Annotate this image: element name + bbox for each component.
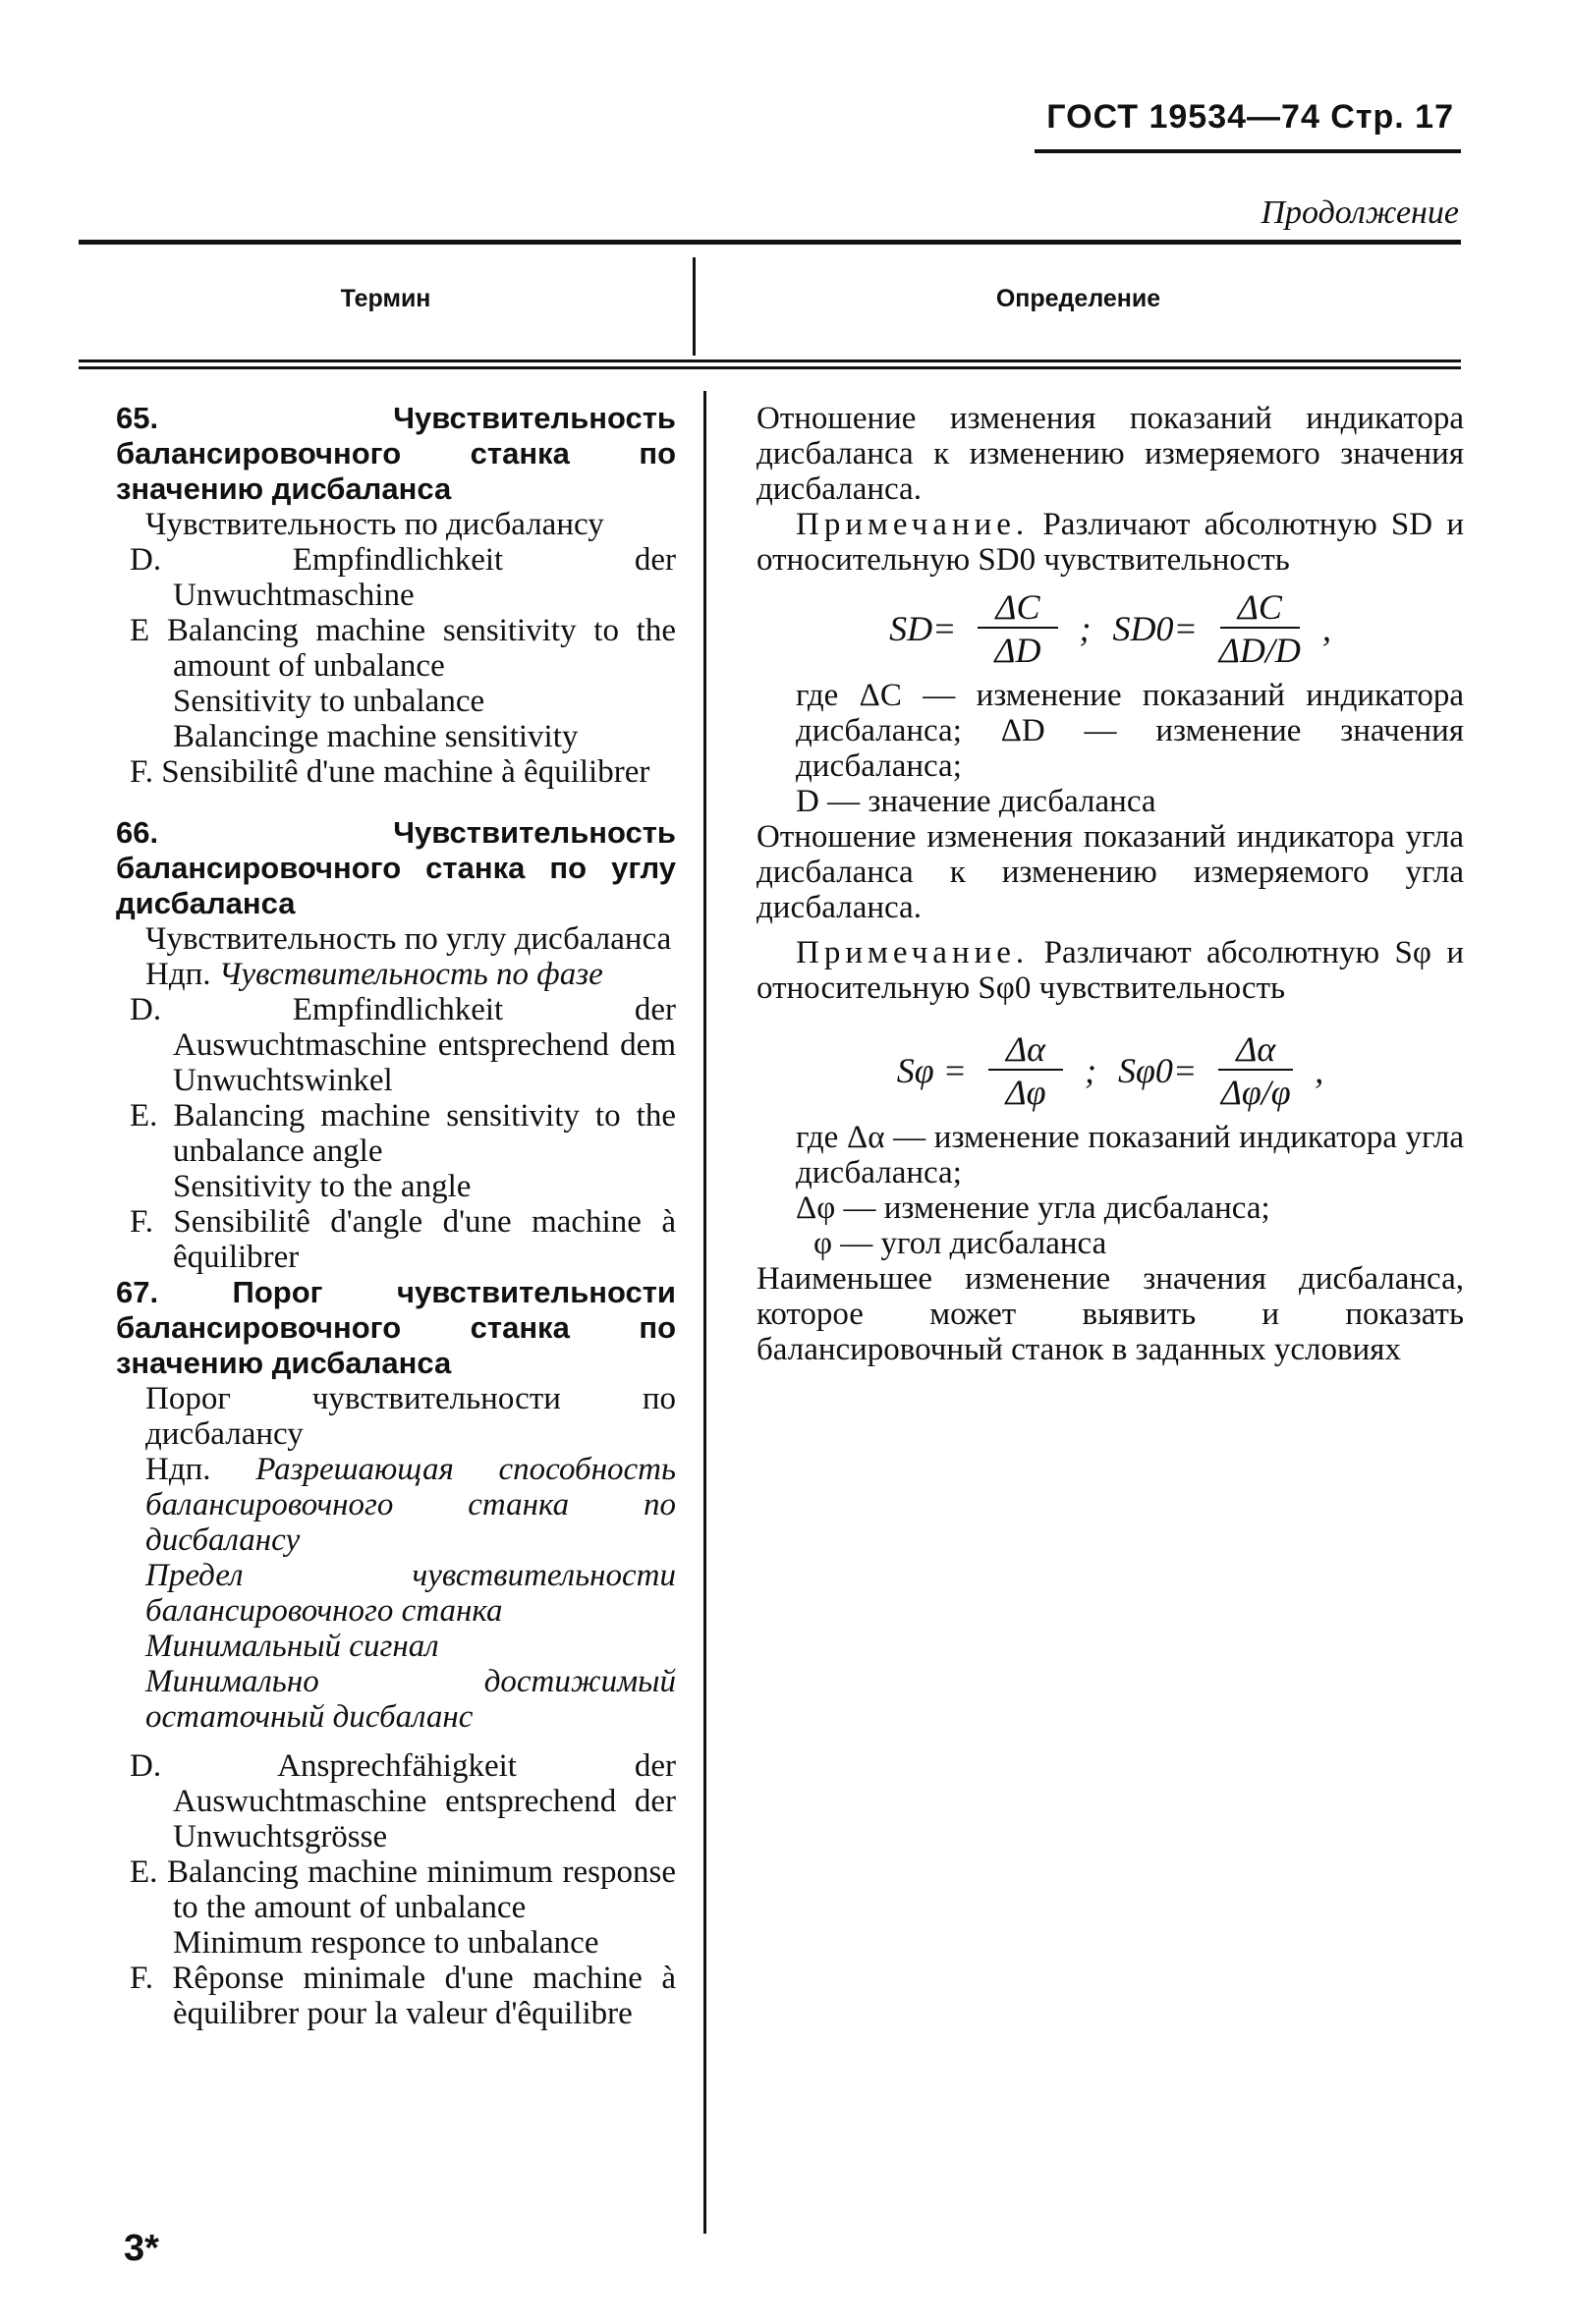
formula-65-b-denominator: ΔD/D [1218, 631, 1301, 670]
where-66-3: φ — угол дисбаланса [813, 1226, 1107, 1261]
ndp-label: Ндп. [145, 957, 211, 992]
where-65: где ΔC — изменение показаний индикатора дисбаланса; ΔD — изменение значения дисбаланса; [796, 678, 1464, 784]
formula-66-a-denominator: Δφ [1005, 1073, 1046, 1112]
formula-66-separator: ; [1085, 1051, 1096, 1090]
term-66-german: D. Empfindlichkeit der Auswuchtmaschine entsprechend dem Unwuchtswinkel [130, 992, 676, 1098]
definition-67: Наименьшее изменение значения дисбаланса, которое может выявить и показать балансировочный станок в заданных условиях [756, 1261, 1464, 1367]
note-label: Примечание. [796, 507, 1030, 542]
term-65-english-2: Sensitivity to unbalance [173, 684, 485, 719]
term-66-synonym: Чувствительность по углу дисбаланса [145, 921, 672, 957]
header-rule [1035, 149, 1461, 153]
formula-66-b-lhs: Sφ0= [1118, 1051, 1198, 1090]
term-67-deprecated-1: Разрешающая способность балансировочного станка по дисбалансу [145, 1452, 676, 1558]
formula-65-end: , [1321, 609, 1331, 648]
formula-66-end: , [1315, 1051, 1324, 1090]
term-65-synonym: Чувствительность по дисбалансу [145, 507, 604, 542]
header-double-rule [79, 360, 1461, 362]
formula-65-a-fraction [978, 587, 1057, 670]
term-67-english-2: Minimum responce to unbalance [173, 1925, 599, 1961]
term-66-deprecated [116, 957, 676, 992]
column-header-term: Термин [340, 285, 431, 312]
formula-66-a-lhs: Sφ = [896, 1051, 967, 1090]
ndp-label: Ндп. [145, 1452, 211, 1487]
term-67-title: 67. Порог чувствительности балансировочного станка по значению дисбаланса [116, 1275, 676, 1380]
term-67-english: E. Balancing machine minimum response to the amount of unbalance [130, 1854, 676, 1925]
term-66-title: 66. Чувствительность балансировочного станка по углу дисбаланса [116, 815, 676, 920]
note-66 [756, 935, 1464, 1006]
where-65-2: D — значение дисбаланса [796, 784, 1156, 819]
page-header: ГОСТ 19534—74 Стр. 17 [1046, 98, 1454, 136]
formula-65-a-numerator: ΔC [978, 587, 1057, 629]
formula-65-a-denominator: ΔD [994, 631, 1041, 670]
formula-65 [756, 587, 1464, 670]
term-67-deprecated-4: Минимально достижимый остаточный дисбаланс [145, 1664, 676, 1735]
term-65-german: D. Empfindlichkeit der Unwuchtmaschine [130, 542, 676, 613]
page-footer-mark: 3* [124, 2228, 159, 2269]
where-66-2: Δφ — изменение угла дисбаланса; [796, 1190, 1270, 1226]
term-66-english-2: Sensitivity to the angle [173, 1169, 472, 1204]
formula-66-b-fraction [1218, 1029, 1293, 1112]
term-67-german: D. Ansprechfähigkeit der Auswuchtmaschine entsprechend der Unwuchtsgrösse [130, 1748, 676, 1854]
note-65-text: Различают абсолютную SD и относительную SD0 чувствительность [756, 507, 1464, 578]
column-header-definition: Определение [995, 285, 1161, 312]
term-65-english-3: Balancinge machine sensitivity [173, 719, 579, 754]
formula-65-separator: ; [1079, 609, 1092, 648]
note-label: Примечание. [796, 935, 1030, 970]
formula-66-a-fraction [988, 1029, 1063, 1112]
formula-65-b-numerator: ΔC [1220, 587, 1300, 629]
definition-65: Отношение изменения показаний индикатора дисбаланса к изменению измеряемого значения дисбаланса. [756, 401, 1464, 507]
term-67-deprecated-2: Предел чувствительности балансировочного станка [145, 1558, 676, 1629]
definition-66: Отношение изменения показаний индикатора угла дисбаланса к изменению измеряемого угла дисбаланса. [756, 819, 1464, 925]
term-67-deprecated-3: Минимальный сигнал [145, 1629, 439, 1664]
formula-66 [756, 1029, 1464, 1112]
definitions-column [756, 401, 1464, 1367]
term-65-title: 65. Чувствительность балансировочного станка по значению дисбаланса [116, 401, 676, 506]
formula-65-a-lhs: SD= [889, 609, 957, 648]
formula-66-b-denominator: Δφ/φ [1220, 1073, 1291, 1112]
term-65-french: F. Sensibilitê d'une machine à êquilibrer [130, 754, 650, 790]
term-66-french: F. Sensibilitê d'angle d'une machine à êquilibrer [130, 1204, 676, 1275]
formula-66-b-numerator: Δα [1218, 1029, 1293, 1071]
header-double-rule-2 [79, 366, 1461, 369]
table-top-rule [79, 240, 1461, 245]
formula-65-b-fraction [1219, 587, 1301, 670]
term-67-deprecated [116, 1452, 676, 1558]
term-65-english: E Balancing machine sensitivity to the amount of unbalance [130, 613, 676, 684]
term-66-deprecated-text: Чувствительность по фазе [218, 957, 603, 992]
term-66-english: E. Balancing machine sensitivity to the unbalance angle [130, 1098, 676, 1169]
formula-66-a-numerator: Δα [988, 1029, 1063, 1071]
where-66: где Δα — изменение показаний индикатора угла дисбаланса; [796, 1120, 1464, 1190]
continuation-label: Продолжение [1261, 194, 1459, 231]
terms-column [116, 401, 676, 2031]
note-65 [756, 507, 1464, 578]
formula-65-b-lhs: SD0= [1112, 609, 1198, 648]
term-67-synonym: Порог чувствительности по дисбалансу [145, 1381, 676, 1452]
column-divider [703, 391, 706, 2234]
note-66-text: Различают абсолютную Sφ и относительную Sφ0 чувствительность [756, 935, 1464, 1006]
term-67-french: F. Rêponse minimale d'une machine à èquilibrer pour la valeur d'êquilibre [130, 1961, 676, 2031]
